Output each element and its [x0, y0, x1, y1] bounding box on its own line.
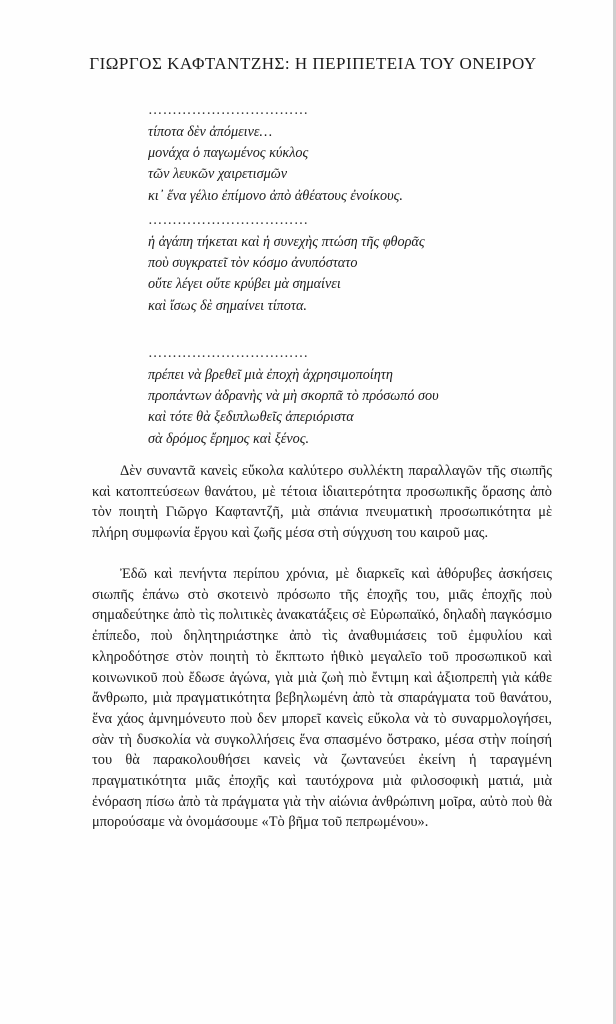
- ellipsis-line: ……………………………: [148, 212, 309, 228]
- verse-line: καὶ ἴσως δὲ σημαίνει τίποτα.: [148, 297, 307, 314]
- running-head: ΓΙΩΡΓΟΣ ΚΑΦΤΑΝΤΖΗΣ: Η ΠΕΡΙΠΕΤΕΙΑ ΤΟΥ ΟΝΕΙΡΟΥ: [89, 54, 537, 73]
- verse-line: καὶ τότε θὰ ξεδιπλωθεῖς ἀπεριόριστα: [148, 409, 354, 426]
- verse-line: πρέπει νὰ βρεθεῖ μιὰ ἐποχὴ ἀχρησιμοποίητη: [148, 367, 393, 383]
- verse-line: τῶν λευκῶν χαιρετισμῶν: [148, 166, 288, 183]
- verse-line: ἡ ἀγάπη τήκεται καὶ ἡ συνεχὴς πτώση τῆς φθορᾶς: [148, 234, 425, 250]
- poem-stanza-2: [148, 213, 425, 317]
- verse-line: σὰ δρόμος ἔρημος καὶ ξένος.: [148, 430, 310, 447]
- verse-line: μονάχα ὁ παγωμένος κύκλος: [148, 145, 309, 162]
- verse-line: κι᾽ ἕνα γέλιο ἐπίμονο ἀπὸ ἀθέατους ἐνοίκους.: [148, 187, 403, 204]
- body-paragraph-2: Ἐδῶ καὶ πενήντα περίπου χρόνια, μὲ διαρκεῖς καὶ ἀθόρυβες ἀσκήσεις σιωπῆς ἐπάνω στὸ σκοτεινὸ πρόσωπο τῆς ἐποχῆς του, μιᾶς ἐποχῆς ποὺ σημαδεύτηκε ἀπὸ τὶς πολιτικὲς ἀνακατάξεις σὲ Εὐρωπαϊκό, δηλαδὴ παγκόσμιο ἐπίπεδο, ποὺ δηλητηριάστηκε ἀπὸ τὶς ἀναθυμιάσεις τοῦ ἐμφυλίου καὶ κληροδότησε στὸν ποιητὴ τὸ ἔκπτωτο ἠθικὸ μεγαλεῖο τοῦ προσωπικοῦ καὶ κοινωνικοῦ ποὺ ἔδωσε ἀγώνα, γιὰ μιὰ ζωὴ πιὸ ἔντιμη καὶ ἀξιοπρεπὴ γιὰ κάθε ἄνθρωπο, μιὰ πραγματικότητα βεβηλωμένη ἀπὸ τὰ σπαράγματα τοῦ θανάτου, ἕνα χάος ἀμνημόνευτο ποὺ δεν μπορεῖ κανεὶς εὔκολα νὰ τὸ συναρμολογήσει, σὰν τὴ δυσκολία νὰ συγκολλήσεις ἕνα σπασμένο ὄστρακο, μέσα στὴν ποίησή του θὰ παρακολουθήσει κανεὶς νὰ ζωντανεύει ἐκείνη ἡ ταραγμένη πραγματικότητα μιᾶς ἐποχῆς καὶ ταυτόχρονα μιὰ φιλοσοφικὴ ματιά, μιὰ ἐνόραση πίσω ἀπὸ τὰ πράγματα γιὰ τὴν αἰώνια ἀνθρώπινη μοῖρα, αὐτὸ ποὺ θὰ μπορούσαμε νὰ ὀνομάσουμε «Τὸ βῆμα τοῦ πεπρωμένου».: [92, 566, 552, 831]
- poem-stanza-3: [148, 346, 439, 450]
- body-paragraph-1: Δὲν συναντᾶ κανεὶς εὔκολα καλύτερο συλλέκτη παραλλαγῶν τῆς σιωπῆς καὶ κατοπτεύσεων θανάτου, μὲ τέτοια ἰδιαιτερότητα προσωπικῆς ὅρασης ἀπὸ τὸν ποιητὴ Γιῶργο Καφταντζῆ, μιὰ σπάνια πνευματικὴ προσωπικότητα μὲ πλήρη συμφωνία ἔργου καὶ ζωῆς μέσα στὴ σύγχυση του καιροῦ μας.: [92, 463, 552, 542]
- verse-line: οὔτε λέγει οὔτε κρύβει μὰ σημαίνει: [148, 276, 341, 293]
- ellipsis-line: ……………………………: [148, 345, 309, 361]
- verse-line: τίποτα δὲν ἀπόμεινε…: [148, 124, 273, 140]
- ellipsis-line: ……………………………: [148, 102, 309, 118]
- verse-line: ποὺ συγκρατεῖ τὸν κόσμο ἀνυπόστατο: [148, 255, 358, 272]
- verse-line: προπάντων ἀδρανὴς νὰ μὴ σκορπᾶ τὸ πρόσωπό σου: [148, 388, 439, 405]
- poem-stanza-1: [148, 103, 403, 207]
